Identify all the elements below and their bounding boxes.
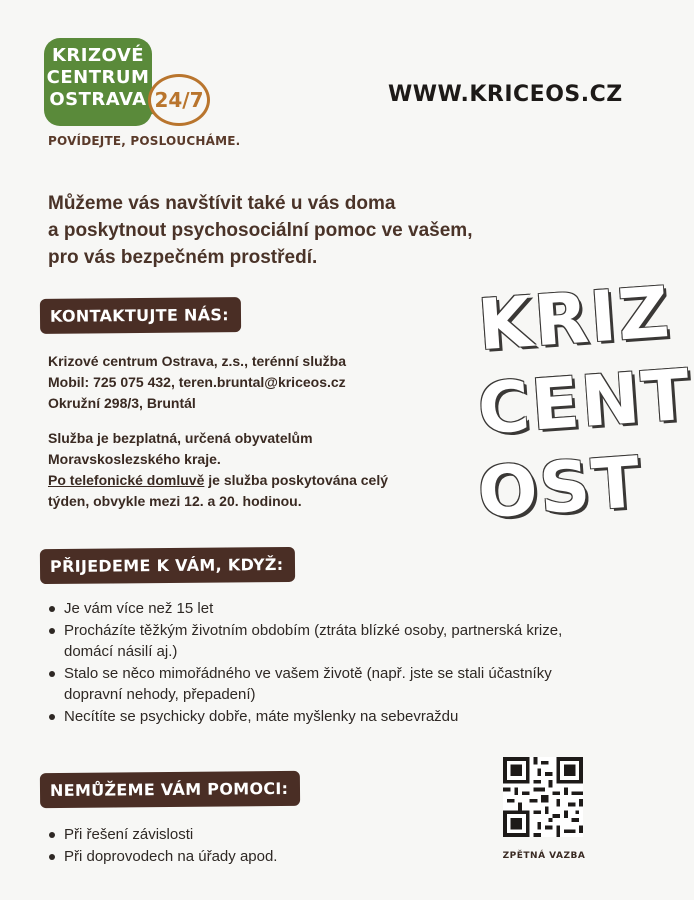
contact-line: Krizové centrum Ostrava, z.s., terénní služba	[48, 353, 346, 369]
qr-label: ZPĚTNÁ VAZBA	[502, 851, 586, 861]
logo-line: KRIZOVÉ	[51, 45, 145, 66]
service-line: týden, obvykle mezi 12. a 20. hodinou.	[48, 493, 302, 509]
service-line: Služba je bezplatná, určená obyvatelům	[48, 430, 313, 446]
contact-heading: KONTAKTUJTE NÁS:	[40, 297, 241, 334]
list-item: Při doprovodech na úřady apod.	[46, 846, 446, 868]
deco-line: KRIZ	[475, 271, 674, 367]
logo-text	[44, 45, 152, 111]
badge-24-7: 24/7	[148, 74, 210, 126]
contact-details	[48, 351, 468, 414]
come-list	[46, 598, 586, 727]
intro-line: pro vás bezpečném prostředí.	[48, 247, 318, 268]
list-item: Je vám více než 15 let	[46, 598, 586, 620]
deco-line: OST	[475, 441, 645, 535]
deco-line: CENT	[475, 353, 694, 451]
decorative-logo-letters	[475, 271, 694, 548]
service-line	[48, 470, 468, 491]
service-line-rest: je služba poskytována celý	[204, 472, 389, 488]
contact-line: Mobil: 725 075 432, teren.bruntal@kriceos.cz	[48, 374, 346, 390]
list-item: Stalo se něco mimořádného ve vašem životě (např. jste se stali účastníky dopravní nehody, přepadení)	[46, 663, 586, 706]
cannot-list	[46, 824, 446, 867]
intro-text	[48, 190, 548, 271]
list-item: Procházíte těžkým životním obdobím (ztráta blízké osoby, partnerská krize, domácí násilí aj.)	[46, 620, 586, 663]
list-item: Při řešení závislosti	[46, 824, 446, 846]
logo-line: OSTRAVA	[49, 89, 147, 110]
service-line: Moravskoslezského kraje.	[48, 451, 221, 467]
intro-line: Můžeme vás navštívit také u vás doma	[48, 193, 396, 214]
contact-line: Okružní 298/3, Bruntál	[48, 395, 196, 411]
come-heading: PŘIJEDEME K VÁM, KDYŽ:	[40, 547, 296, 584]
list-item: Necítíte se psychicky dobře, máte myšlenky na sebevraždu	[46, 706, 586, 728]
qr-code[interactable]	[503, 757, 583, 837]
service-info	[48, 428, 468, 512]
website-url[interactable]: WWW.KRICEOS.CZ	[388, 82, 623, 107]
cannot-heading: NEMŮŽEME VÁM POMOCI:	[40, 771, 301, 808]
phone-arrangement-note: Po telefonické domluvě	[48, 472, 205, 488]
logo-tagline: POVÍDEJTE, POSLOUCHÁME.	[48, 134, 241, 148]
logo-line: CENTRUM	[46, 67, 150, 88]
intro-line: a poskytnout psychosociální pomoc ve vašem,	[48, 220, 473, 241]
